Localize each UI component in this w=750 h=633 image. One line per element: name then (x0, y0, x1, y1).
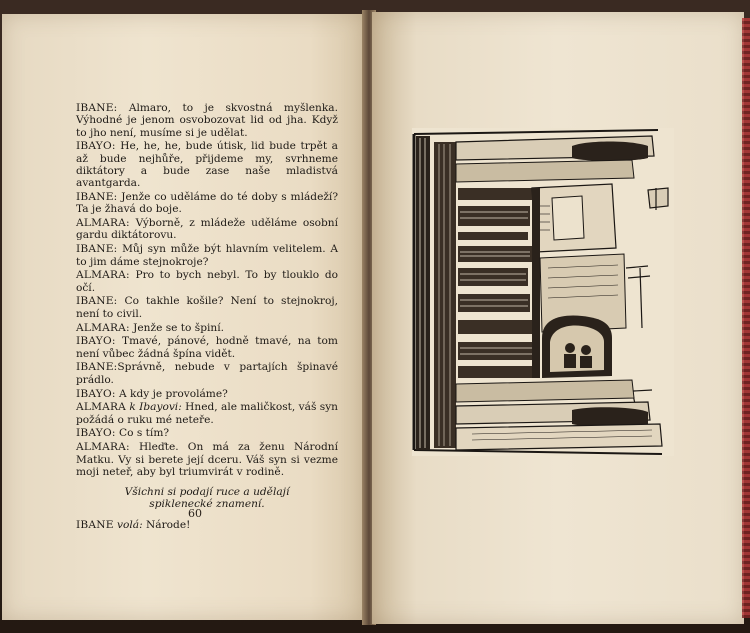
speech-text: Pro to bych nebyl. To by tlouklo do očí. (76, 269, 338, 294)
speaker: IBANE (76, 518, 114, 531)
speech-text: Můj syn může být hlavním velitelem. A to jim dáme stejnokroje? (76, 243, 338, 268)
speech-text: Národe! (146, 518, 191, 531)
speaker: IBAYO: (76, 387, 116, 400)
speech (76, 191, 338, 216)
speech (76, 243, 338, 268)
speech-text: Co takhle košile? Není to stejnokroj, není to civil. (76, 295, 338, 320)
speech (76, 388, 338, 400)
stage-direction-inline: volá: (117, 518, 143, 531)
speech (76, 427, 338, 439)
speech (76, 322, 338, 334)
speech (76, 441, 338, 478)
speech-text: He, he, he, bude útisk, lid bude trpět a až bude nejhůře, přijdeme my, svrhneme diktátory a bude zase naše mladistvá avantgarda. (76, 140, 338, 190)
speaker: IBAYO: (76, 140, 116, 153)
speech-text: Výborně, z mládeže uděláme osobní gardu diktátorovu. (76, 217, 338, 242)
play-text (76, 102, 338, 533)
speech (76, 361, 338, 386)
speech-text: Jenže co uděláme do té doby s mládeží? Ta je žhavá do boje. (76, 191, 338, 216)
speaker: ALMARA: (76, 441, 130, 454)
speech-text: A kdy je provoláme? (119, 387, 228, 400)
page-number: 60 (188, 507, 202, 520)
speech (76, 519, 338, 531)
speech (76, 335, 338, 360)
speech-text: Správně, nebude v partajích špinavé prádlo. (76, 361, 338, 386)
speaker: ALMARA: (76, 217, 130, 230)
speech (76, 401, 338, 426)
woodcut-illustration (412, 128, 674, 456)
speech (76, 140, 338, 189)
speech (76, 102, 338, 139)
speaker: IBAYO: (76, 427, 116, 440)
speech-text: Almaro, to je skvostná myšlenka. Výhodné je jenom osvobozovat lid od jha. Když to jho není, musíme si je udělat. (76, 102, 338, 139)
page-edges (742, 18, 750, 618)
speaker: ALMARA: (76, 321, 130, 334)
speech-text: Hleďte. On má za ženu Národní Matku. Vy si berete její dceru. Váš syn si vezme moji neteř, aby byl triumvirát v rodině. (76, 441, 338, 478)
speaker: IBANE: (76, 295, 118, 308)
speaker: ALMARA (76, 401, 127, 414)
speaker: IBANE: (76, 361, 118, 374)
speech (76, 269, 338, 294)
speech (76, 217, 338, 242)
stage-direction-inline: k Ibayovi: (129, 401, 182, 414)
speaker: IBANE: (76, 102, 118, 114)
speech (76, 295, 338, 320)
speech-text: Hned, ale maličkost, váš syn požádá o ruku mé neteře. (76, 401, 338, 426)
speech-text: Jenže se to špiní. (133, 321, 224, 334)
speaker: IBANE: (76, 191, 118, 204)
speech-text: Co s tím? (119, 427, 170, 440)
speaker: ALMARA: (76, 269, 130, 282)
speaker: IBAYO: (76, 335, 116, 348)
stage-direction: Všichni si podají ruce a udělají spiklenecké znamení. (124, 486, 290, 511)
speaker: IBANE: (76, 243, 118, 256)
speech-text: Tmavé, pánové, hodně tmavé, na tom není vůbec žádná špína vidět. (76, 335, 338, 360)
